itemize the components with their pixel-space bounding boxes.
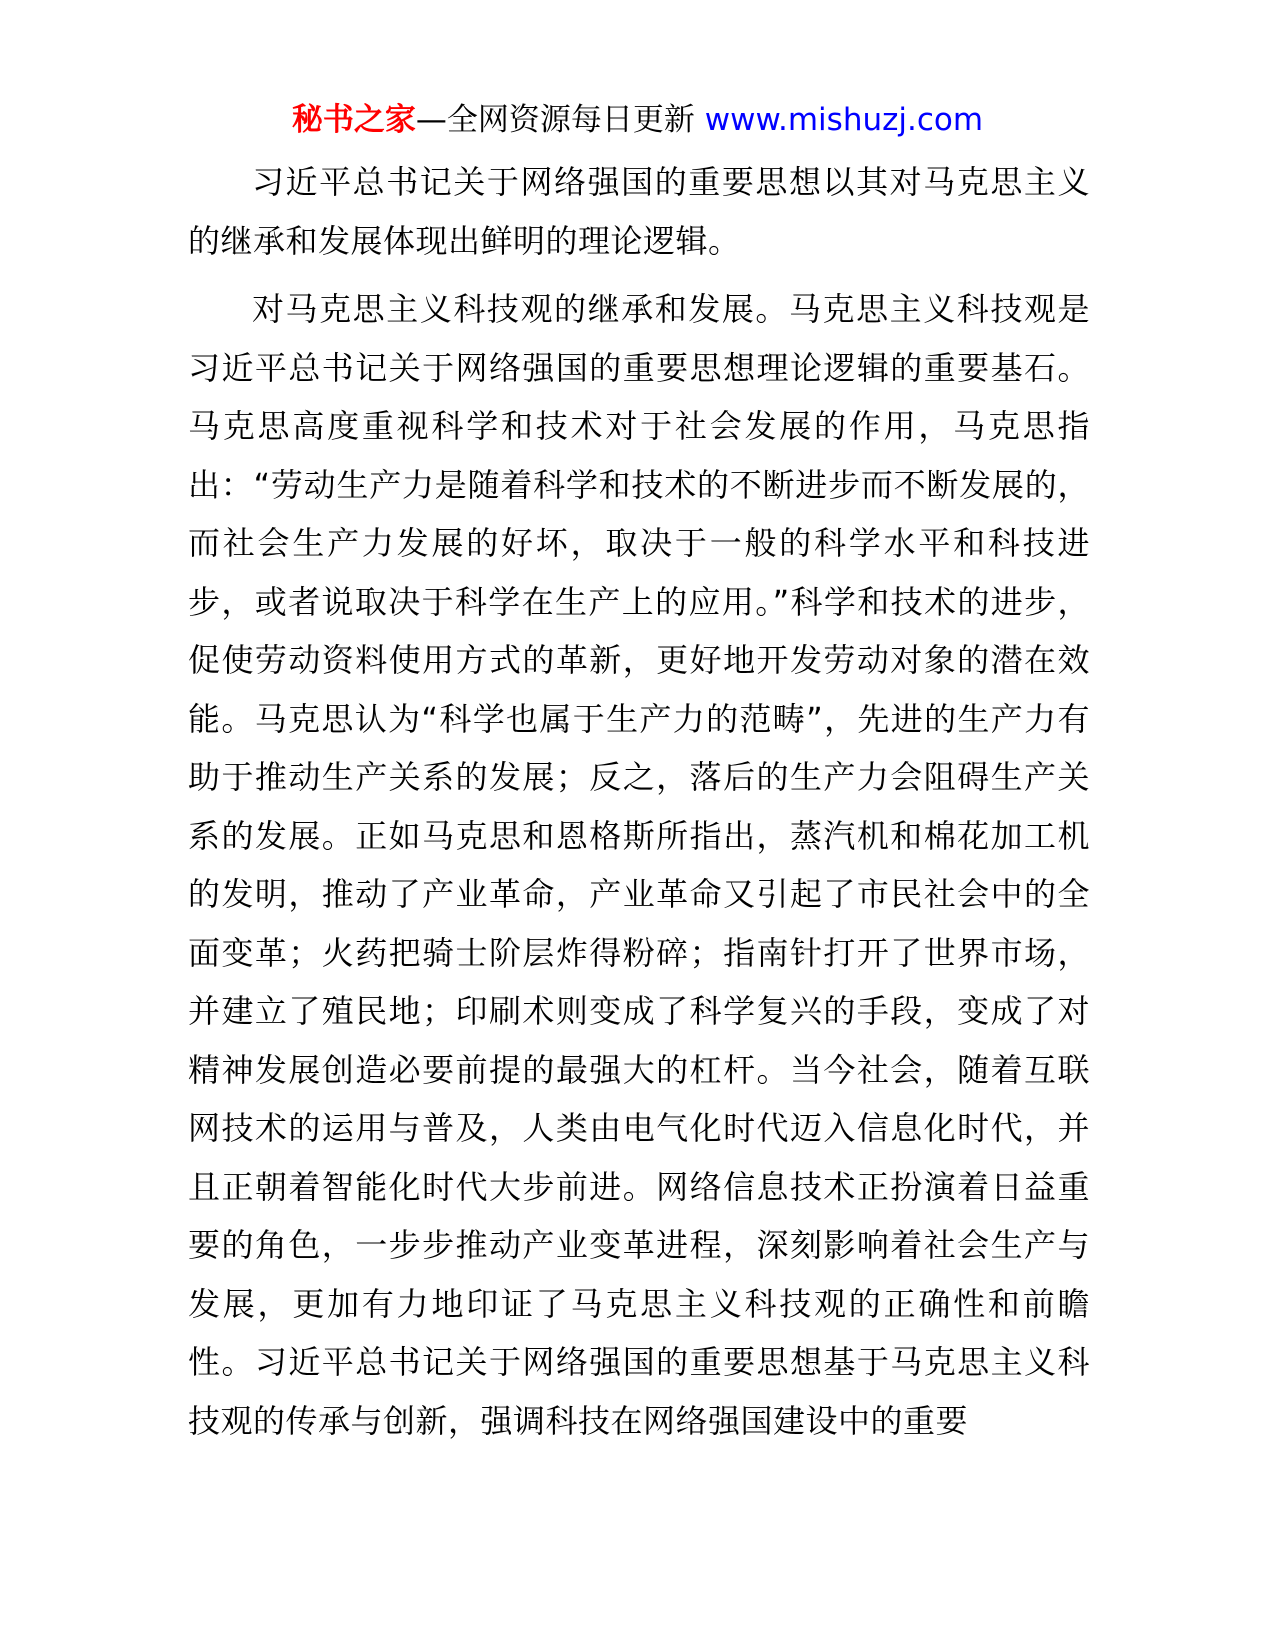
paragraph-marxist-tech-view: 对马克思主义科技观的继承和发展。马克思主义科技观是习近平总书记关于网络强国的重要思想理论逻辑的重要基石。马克思高度重视科学和技术对于社会发展的作用，马克思指出：“劳动生产力是随着科学和技术的不断进步而不断发展的，而社会生产力发展的好坏，取决于一般的科学水平和科技进步，或者说取决于科学在生产上的应用。”科学和技术的进步，促使劳动资料使用方式的革新，更好地开发劳动对象的潜在效能。马克思认为“科学也属于生产力的范畴”，先进的生产力有助于推动生产关系的发展；反之，落后的生产力会阻碍生产关系的发展。正如马克思和恩格斯所指出，蒸汽机和棉花加工机的发明，推动了产业革命，产业革命又引起了市民社会中的全面变革；火药把骑士阶层炸得粉碎；指南针打开了世界市场，并建立了殖民地；印刷术则变成了科学复兴的手段，变成了对精神发展创造必要前提的最强大的杠杆。当今社会，随着互联网技术的运用与普及，人类由电气化时代迈入信息化时代，并且正朝着智能化时代大步前进。网络信息技术正扮演着日益重要的角色，一步步推动产业变革进程，深刻影响着社会生产与发展，更加有力地印证了马克思主义科技观的正确性和前瞻性。习近平总书记关于网络强国的重要思想基于马克思主义科技观的传承与创新，强调科技在网络强国建设中的重要	[188, 290, 1090, 1440]
site-url-link[interactable]: www.mishuzj.com	[704, 102, 984, 138]
site-header	[0, 98, 1275, 142]
paragraph-intro: 习近平总书记关于网络强国的重要思想以其对马克思主义的继承和发展体现出鲜明的理论逻辑。	[188, 163, 1090, 260]
brand-name: 秘书之家	[291, 102, 416, 138]
header-tagline: —全网资源每日更新	[415, 102, 695, 138]
document-body	[188, 153, 1090, 1450]
